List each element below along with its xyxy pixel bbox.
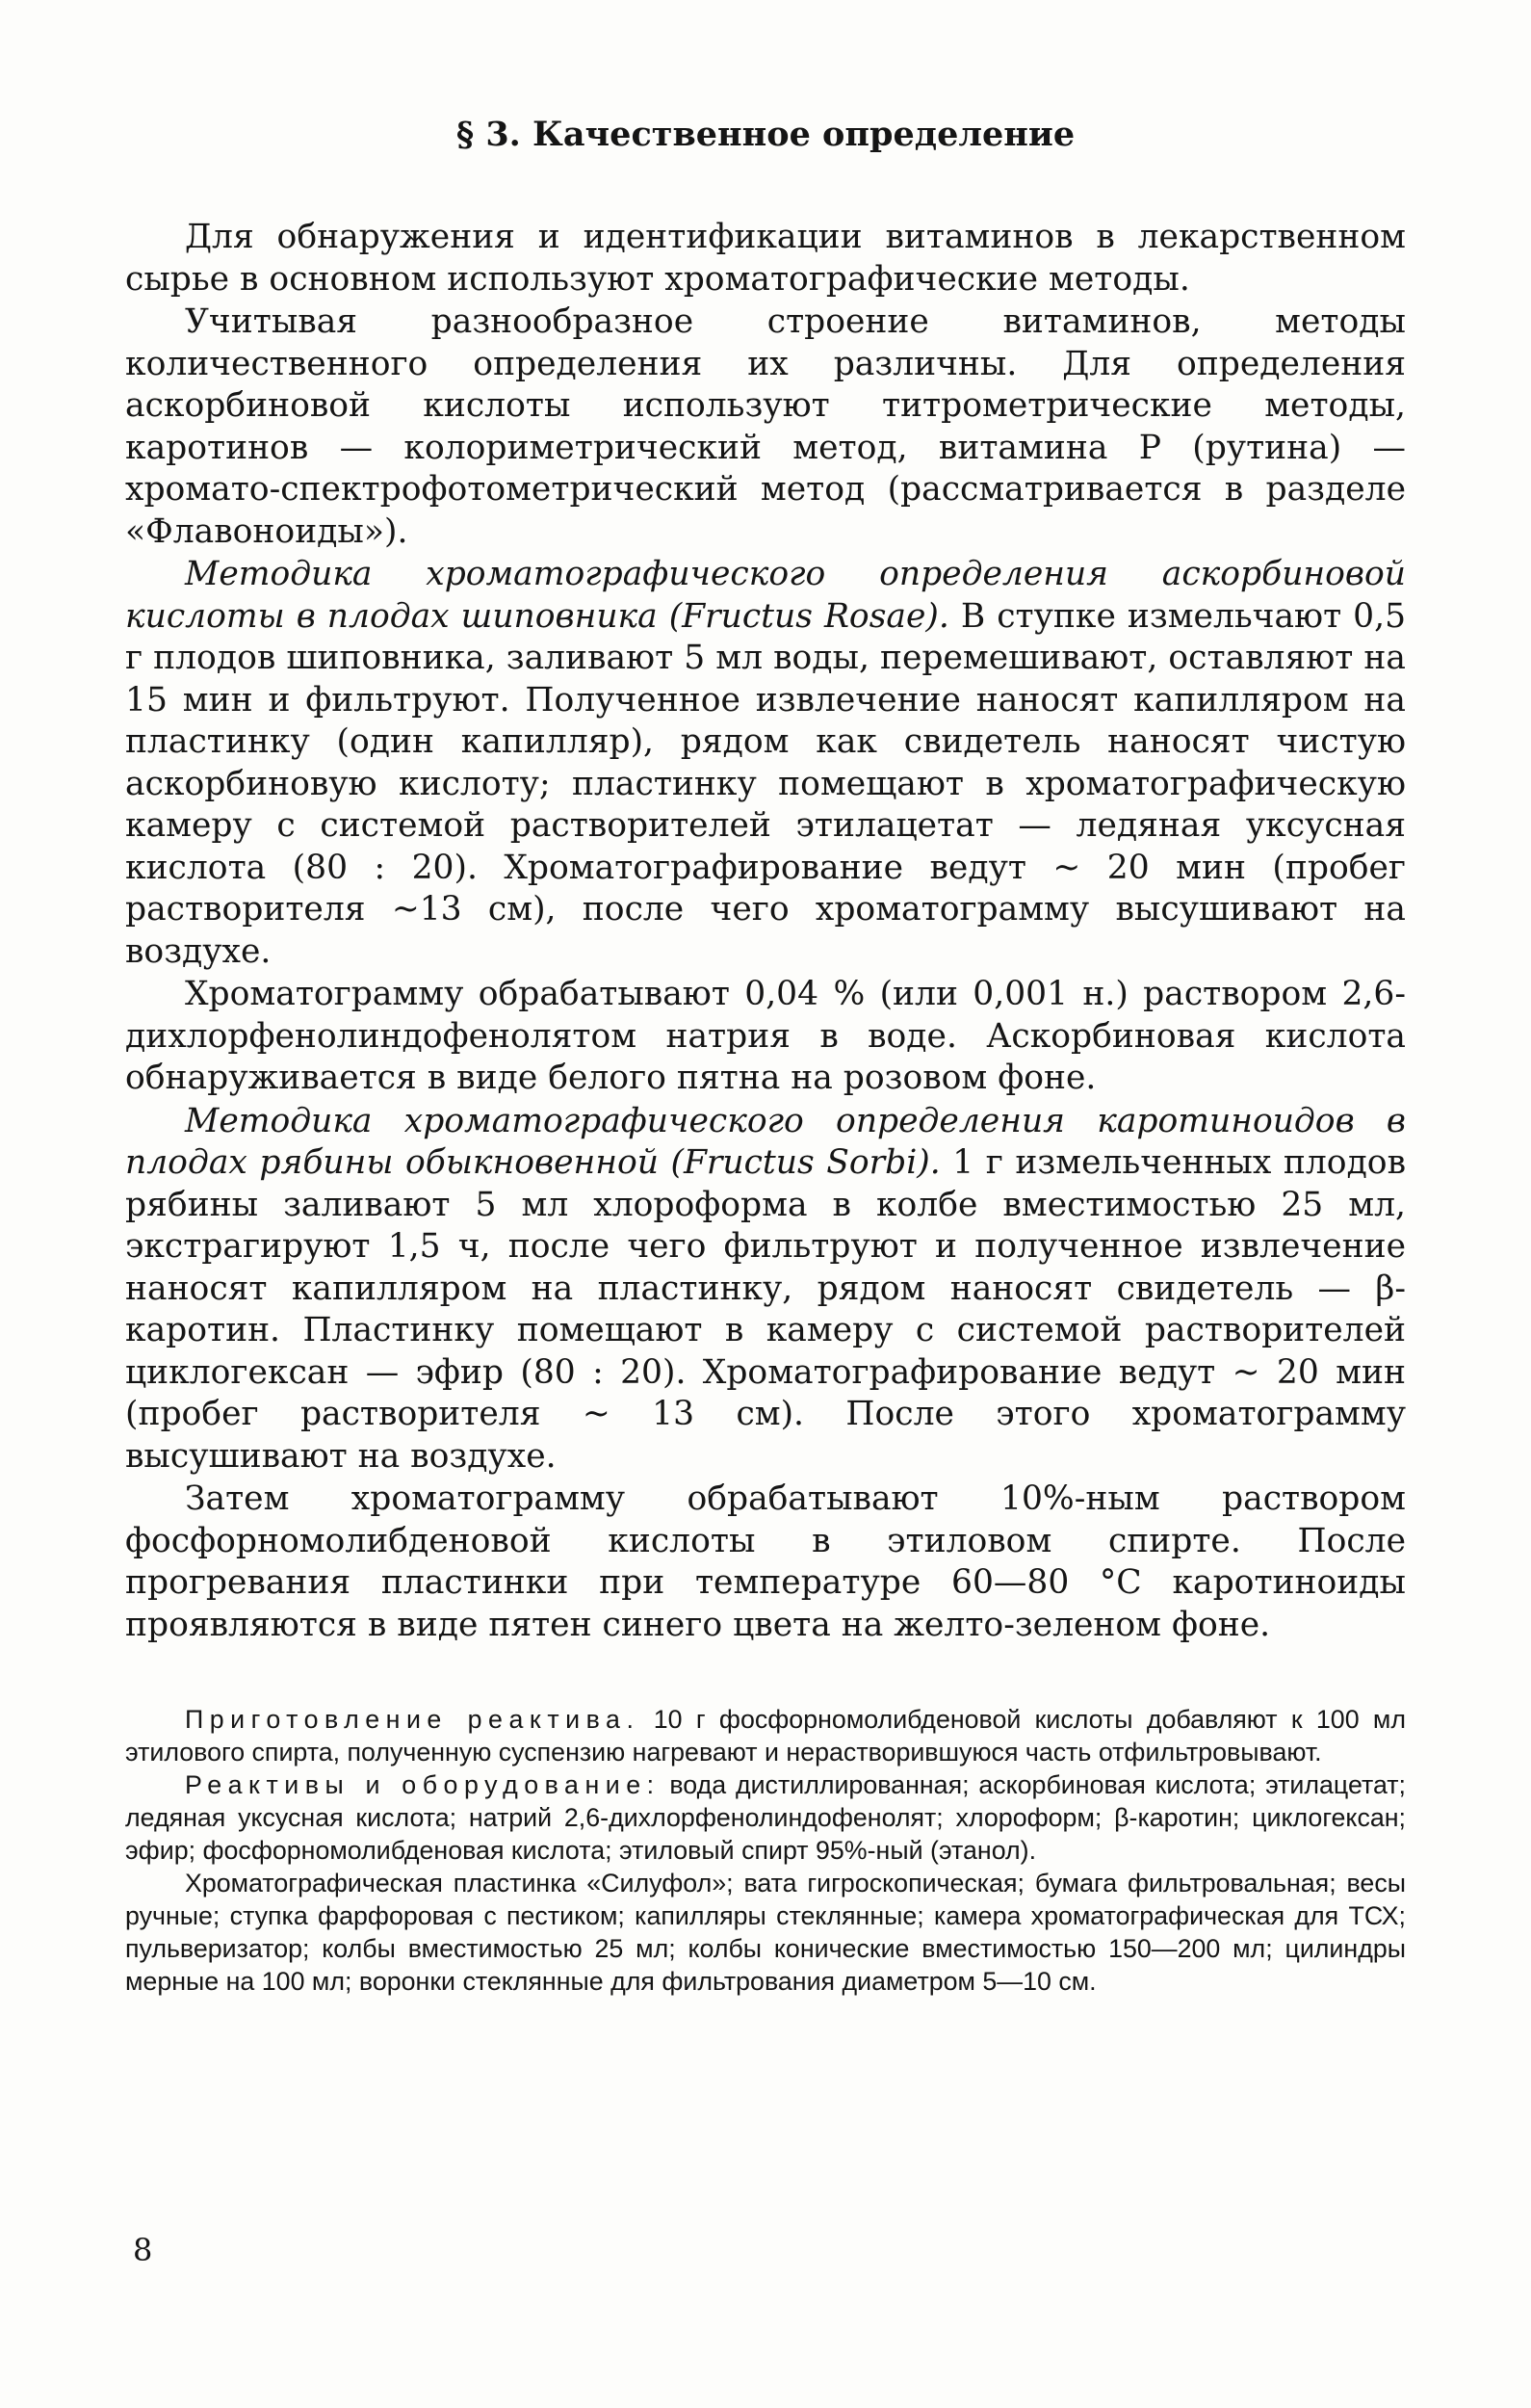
method-title-carotenoid: Методика хроматографического определения каротиноидов в плодах рябины обыкновенной (Fructus Sorbi). xyxy=(125,1101,1406,1182)
note-equipment-list: Хроматографическая пластинка «Силуфол»; вата гигроскопическая; бумага фильтровальная; весы ручные; ступка фарфоровая с пестиком; капилляры стеклянные; камера хроматографическая для ТСХ; пульверизатор; колбы вместимостью 25 мл; колбы конические вместимостью 150—200 мл; цилиндры мерные на 100 мл; воронки стеклянные для фильтрования диаметром 5—10 см. xyxy=(125,1869,1406,1996)
method-title-ascorbic: Методика хроматографического определения аскорбиновой кислоты в плодах шиповника (Fructus Rosae). xyxy=(125,555,1406,636)
paragraph-chromatogram-treatment: Хроматограмму обрабатывают 0,04 % (или 0,001 н.) раствором 2,6-дихлорфенолиндофенолятом натрия в воде. Аскорбиновая кислота обнаруживается в виде белого пятна на розовом фоне. xyxy=(125,975,1406,1097)
text-reagent-preparation: 10 г фосфорномолибденовой кислоты добавляют к 100 мл этилового спирта, полученную суспензию нагревают и нерастворившуюся часть отфильтровывают. xyxy=(125,1705,1406,1767)
paragraph-carotenoid-method xyxy=(125,1101,1406,1479)
main-text xyxy=(125,217,1406,1647)
page-number: 8 xyxy=(133,2232,153,2268)
label-reagents-equipment: Реактивы и оборудование: xyxy=(185,1770,661,1799)
paragraph-ascorbic-acid-method xyxy=(125,554,1406,973)
note-reagents-equipment xyxy=(125,1768,1406,1867)
notes-block xyxy=(125,1703,1406,1998)
paragraph-detection-methods: Для обнаружения и идентификации витаминов в лекарственном сырье в основном используют хроматографические методы. xyxy=(125,218,1406,299)
section-title: § 3. Качественное определение xyxy=(455,115,1076,154)
label-reagent-preparation: Приготовление реактива. xyxy=(185,1705,640,1734)
method-body-ascorbic: В ступке измельчают 0,5 г плодов шиповника, заливают 5 мл воды, перемешивают, оставляют на 15 мин и фильтруют. Полученное извлечение наносят капилляром на пластинку (один капилляр), рядом как свидетель наносят чистую аскорбиновую кислоту; пластинку помещают в хроматографическую камеру с системой растворителей этилацетат — ледяная уксусная кислота (80 : 20). Хроматографирование ведут ~ 20 мин (пробег растворителя ~13 см), после чего хроматограмму высушивают на воздухе. xyxy=(125,596,1407,971)
paragraph-quantitative-methods: Учитывая разнообразное строение витаминов, методы количественного определения их различны. Для определения аскорбиновой кислоты используют титрометрические методы, каротинов — колориметрический метод, витамина Р (рутина) — хромато-спектрофотометрический метод (рассматривается в разделе «Флавоноиды»). xyxy=(125,302,1406,551)
method-body-carotenoid: 1 г измельченных плодов рябины заливают 5 мл хлороформа в колбе вместимостью 25 мл, экстрагируют 1,5 ч, после чего фильтруют и полученное извлечение наносят капилляром на пластинку, рядом наносят свидетель — β-каротин. Пластинку помещают в камеру с системой растворителей циклогексан — эфир (80 : 20). Хроматографирование ведут ~ 20 мин (пробег растворителя ~ 13 см). После этого хроматограмму высушивают на воздухе. xyxy=(125,1143,1407,1476)
paragraph-phosphomolybdic-treatment: Затем хроматограмму обрабатывают 10%-ным раствором фосфорномолибденовой кислоты в этиловом спирте. После прогревания пластинки при температуре 60—80 °С каротиноиды проявляются в виде пятен синего цвета на желто-зеленом фоне. xyxy=(125,1479,1406,1644)
note-reagent-preparation xyxy=(125,1703,1406,1768)
text-reagents-list: вода дистиллированная; аскорбиновая кислота; этилацетат; ледяная уксусная кислота; натрий 2,6-дихлорфенолиндофенолят; хлороформ; β-каротин; циклогексан; эфир; фосфорномолибденовая кислота; этиловый спирт 95%-ный (этанол). xyxy=(125,1770,1406,1865)
